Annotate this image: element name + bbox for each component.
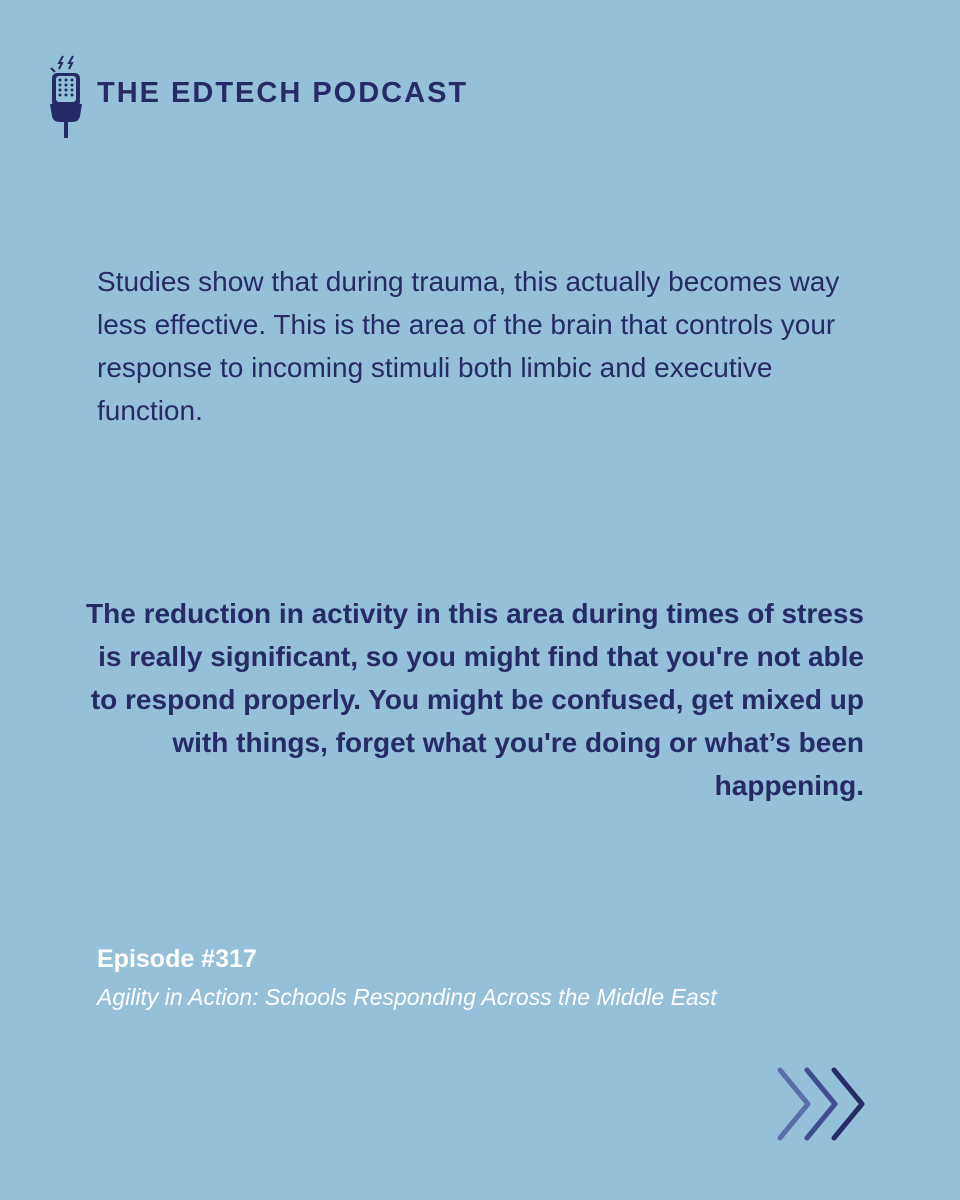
episode-title: Agility in Action: Schools Responding Across the Middle East: [97, 984, 717, 1010]
highlight-quote: The reduction in activity in this area during times of stress is really significant, so you might find that you're not able to respond properly. You might be confused, get mixed up with things, forget what you're doing or what’s been happening.: [86, 598, 864, 801]
episode-number: Episode #317: [97, 945, 257, 973]
microphone-icon: [46, 54, 86, 140]
intro-paragraph: Studies show that during trauma, this actually becomes way less effective. This is the area of the brain that controls your response to incoming stimuli both limbic and executive function.: [97, 266, 840, 426]
triple-chevron-right-icon[interactable]: [772, 1066, 872, 1142]
brand-title: THE EDTECH PODCAST: [97, 77, 469, 109]
